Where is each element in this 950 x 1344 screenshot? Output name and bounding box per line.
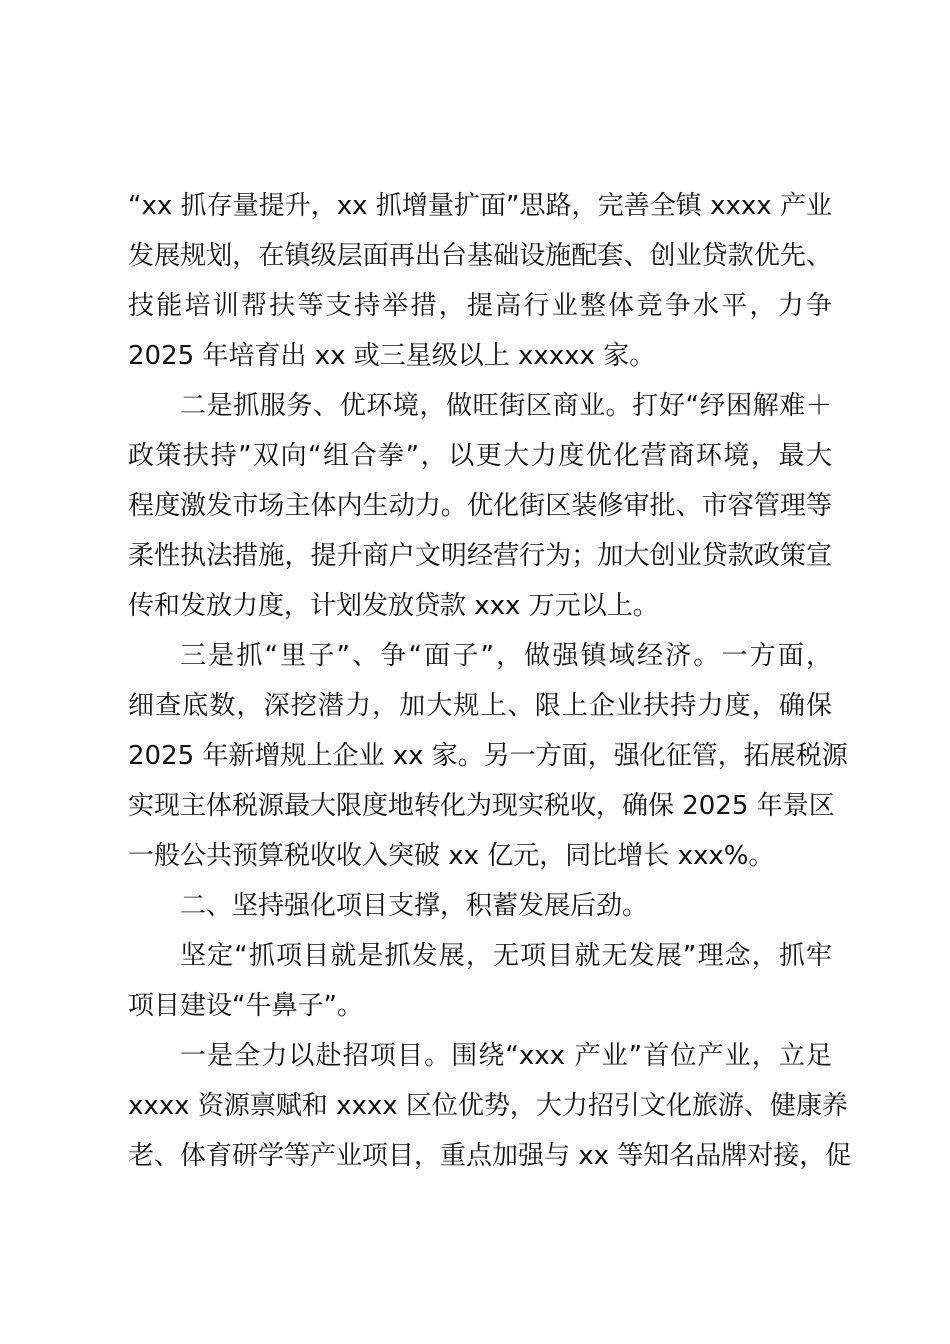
paragraph-line: 政策扶持”双向“组合拳”，以更大力度优化营商环境，最大 — [128, 441, 832, 471]
paragraph-line: 坚定“抓项目就是抓发展，无项目就无发展”理念，抓牢 — [180, 941, 832, 971]
paragraph-line: 程度激发市场主体内生动力。优化街区装修审批、市容管理等 — [128, 491, 832, 521]
paragraph-line: 细查底数，深挖潜力，加大规上、限上企业扶持力度，确保 — [128, 691, 832, 721]
paragraph-line: 老、体育研学等产业项目，重点加强与 xx 等知名品牌对接，促 — [128, 1141, 852, 1171]
section-heading: 二、坚持强化项目支撑，积蓄发展后劲。 — [180, 891, 649, 921]
paragraph-line: 技能培训帮扶等支持举措，提高行业整体竞争水平，力争 — [128, 291, 832, 321]
paragraph-line: 实现主体税源最大限度地转化为现实税收，确保 2025 年景区 — [128, 791, 835, 821]
paragraph-line: xxxx 资源禀赋和 xxxx 区位优势，大力招引文化旅游、健康养 — [128, 1091, 848, 1121]
paragraph-line: 一是全力以赴招项目。围绕“xxx 产业”首位产业，立足 — [180, 1041, 832, 1071]
paragraph-line: 三是抓“里子”、争“面子”，做强镇域经济。一方面， — [180, 641, 832, 671]
paragraph-line: 2025 年培育出 xx 或三星级以上 xxxxx 家。 — [128, 341, 656, 371]
paragraph-line: 柔性执法措施，提升商户文明经营行为；加大创业贷款政策宣 — [128, 541, 832, 571]
paragraph-line: 一般公共预算税收收入突破 xx 亿元，同比增长 xxx%。 — [128, 841, 775, 871]
paragraph-line: 发展规划，在镇级层面再出台基础设施配套、创业贷款优先、 — [128, 241, 832, 271]
paragraph-line: 传和发放力度，计划发放贷款 xxx 万元以上。 — [128, 591, 659, 621]
paragraph-line: 项目建设“牛鼻子”。 — [128, 991, 363, 1021]
paragraph-line: “xx 抓存量提升，xx 抓增量扩面”思路，完善全镇 xxxx 产业 — [128, 191, 832, 221]
paragraph-line: 二是抓服务、优环境，做旺街区商业。打好“纾困解难＋ — [180, 391, 832, 421]
paragraph-line: 2025 年新增规上企业 xx 家。另一方面，强化征管，拓展税源 — [128, 741, 848, 771]
